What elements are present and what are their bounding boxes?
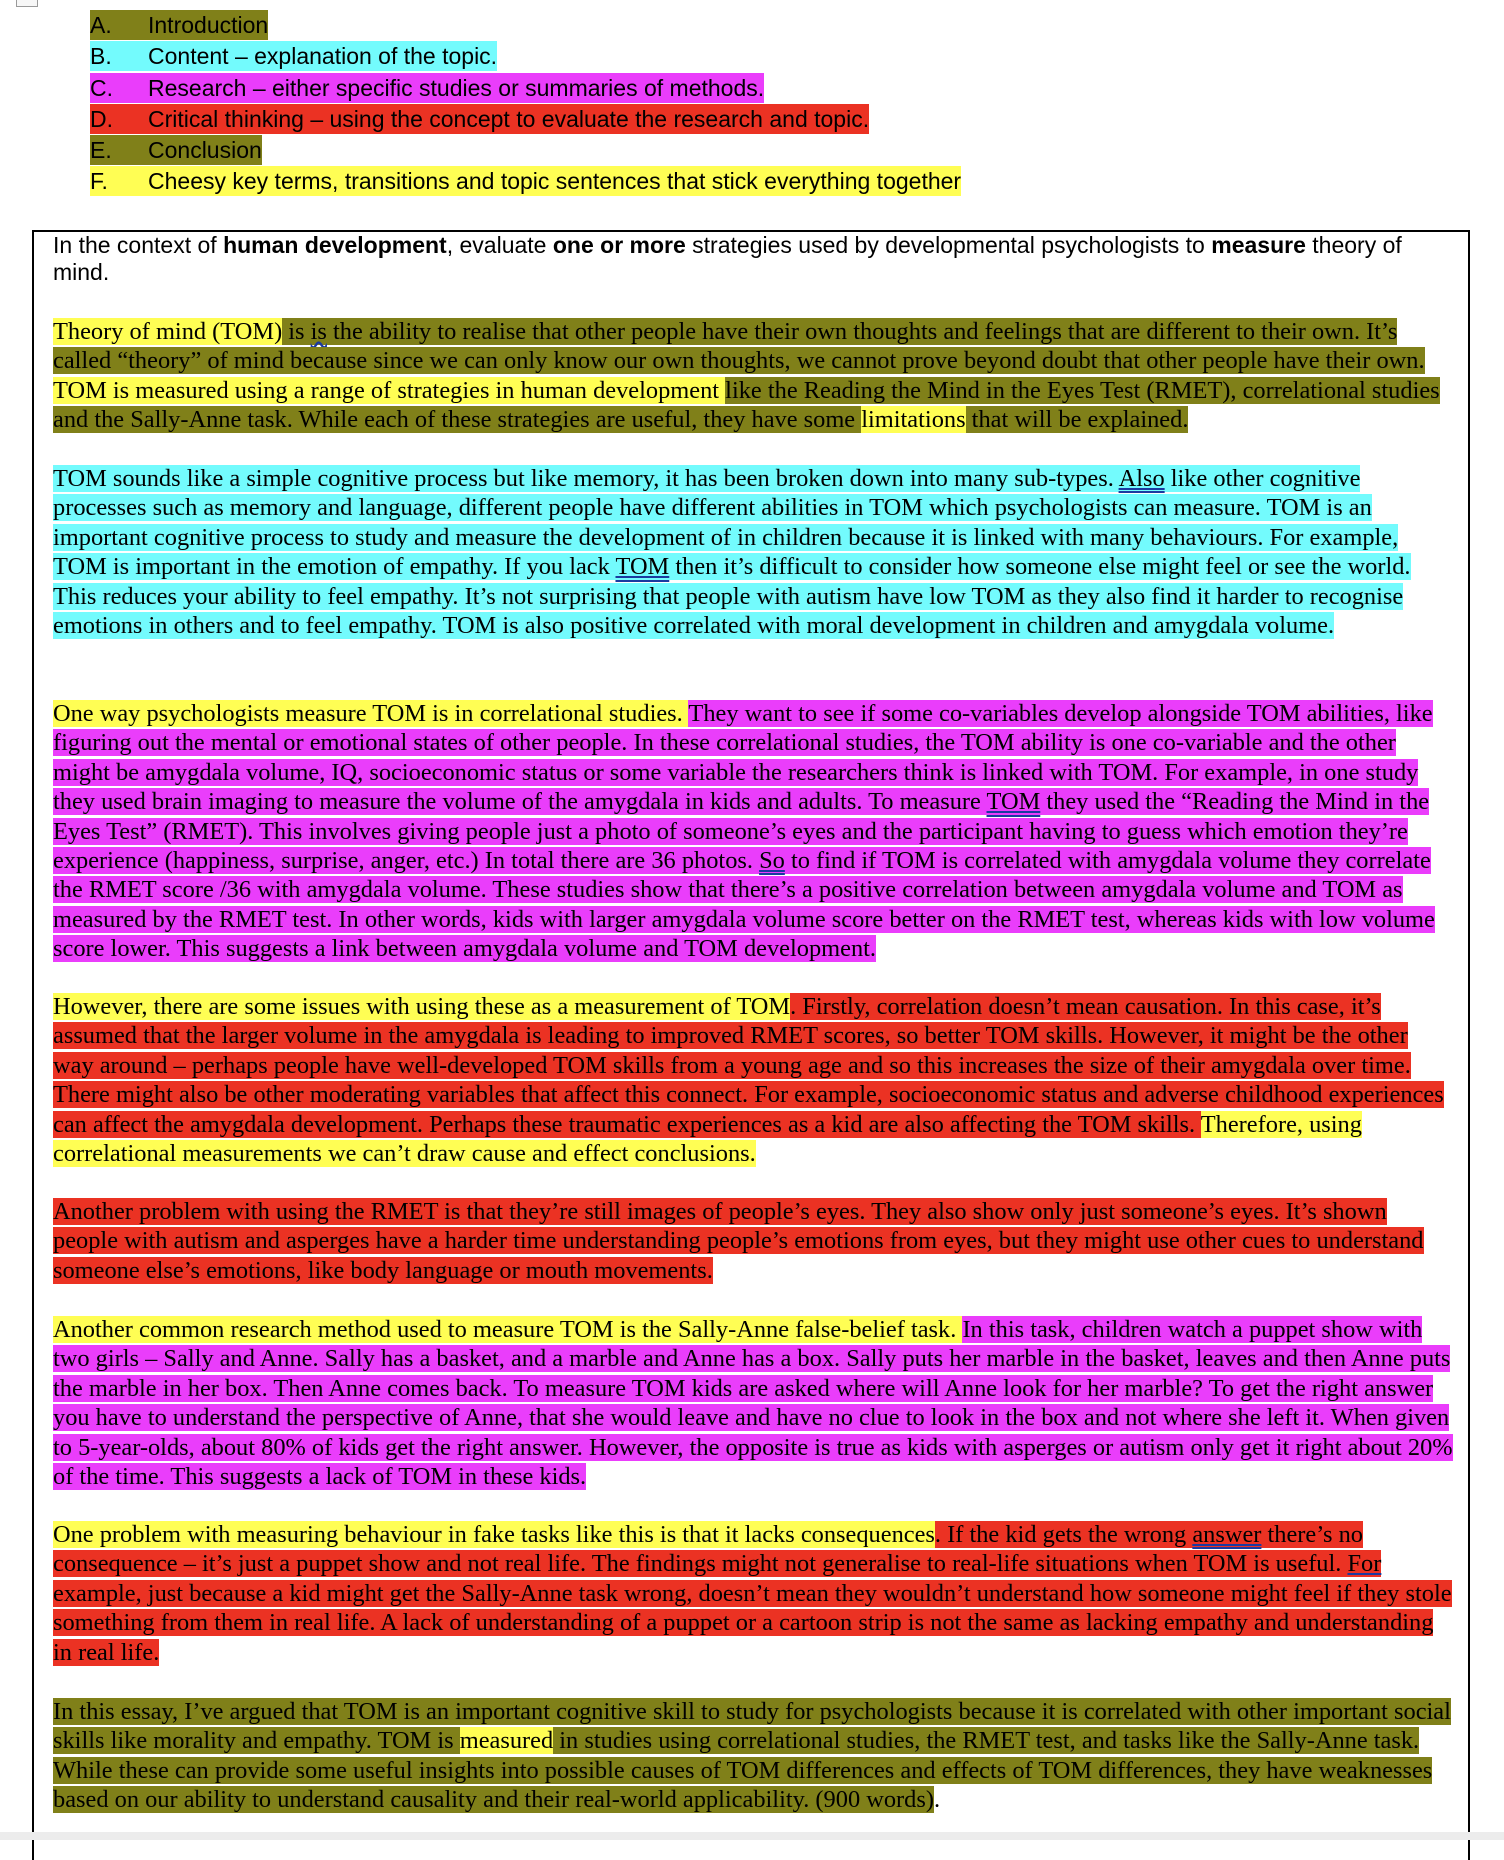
legend-item-content bbox=[90, 41, 961, 72]
essay-box bbox=[32, 230, 1470, 1860]
legend-item-key-terms bbox=[90, 166, 961, 197]
paragraph-research-sally-anne: Another common research method used to measure TOM is the Sally-Anne false-belief task. In this task, children watch a puppet show with two girls – Sally and Anne. Sally has a basket, and a marble and Anne has a box. Sally puts her marble in the basket, leaves and then Anne puts the marble in her box. Then Anne comes back. To measure TOM kids are asked where will Anne look for her marble? To get the right answer you have to understand the perspective of Anne, that she would leave and have no clue to look in the box and not where she left it. When given to 5-year-olds, about 80% of kids get the right answer. However, the opposite is true as kids with asperges or autism only get it right about 20% of the time. This suggests a lack of TOM in these kids. bbox=[53, 1316, 1453, 1491]
legend-item-research bbox=[90, 73, 961, 104]
legend-letter: F. bbox=[90, 168, 108, 195]
paragraph-critique-fake-tasks: One problem with measuring behaviour in fake tasks like this is that it lacks consequences. If the kid gets the wrong answer there’s no consequence – it’s just a puppet show and not real life. The findings might not generalise to real-life situations when TOM is useful. For example, just because a kid might get the Sally-Anne task wrong, doesn’t mean they wouldn’t understand how someone might feel if they stole something from them in real life. A lack of understanding of a puppet or a cartoon strip is not the same as lacking empathy and understanding in real life. bbox=[53, 1521, 1452, 1666]
essay-question: In the context of human development, evaluate one or more strategies used by developmental psychologists to measure theory of mind. bbox=[53, 232, 1402, 285]
paragraph-introduction: Theory of mind (TOM) is is the ability to realise that other people have their own thoughts and feelings that are different to their own. It’s called “theory” of mind because since we can only know our own thoughts, we cannot prove beyond doubt that other people have their own. TOM is measured using a range of strategies in human development like the Reading the Mind in the Eyes Test (RMET), correlational studies and the Sally-Anne task. While each of these strategies are useful, they have some limitations that will be explained. bbox=[53, 318, 1440, 434]
legend-text: Cheesy key terms, transitions and topic sentences that stick everything together bbox=[148, 168, 962, 195]
legend-text: Research – either specific studies or summaries of methods. bbox=[148, 74, 765, 101]
legend-letter: B. bbox=[90, 43, 112, 70]
legend-text: Conclusion bbox=[148, 137, 262, 164]
legend-text: Introduction bbox=[148, 12, 269, 38]
legend-letter: A. bbox=[90, 12, 112, 38]
legend-item-critical-thinking bbox=[90, 104, 961, 135]
paragraph-research-correlational: One way psychologists measure TOM is in correlational studies. They want to see if some co-variables develop alongside TOM abilities, like figuring out the mental or emotional states of other people. In these correlational studies, the TOM ability is one co-variable and the other might be amygdala volume, IQ, socioeconomic status or some variable the researchers think is linked with TOM. For example, in one study they used brain imaging to measure the volume of the amygdala in kids and adults. To measure TOM they used the “Reading the Mind in the Eyes Test” (RMET). This involves giving people just a photo of someone’s eyes and the participant having to guess which emotion they’re experience (happiness, surprise, anger, etc.) In total there are 36 photos. So to find if TOM is correlated with amygdala volume they correlate the RMET score /36 with amygdala volume. These studies show that there’s a positive correlation between amygdala volume and TOM as measured by the RMET test. In other words, kids with larger amygdala volume score better on the RMET test, whereas kids with low volume score lower. This suggests a link between amygdala volume and TOM development. bbox=[53, 700, 1435, 963]
legend-letter: E. bbox=[90, 137, 112, 164]
horizontal-scrollbar[interactable] bbox=[0, 1832, 1504, 1840]
legend-text: Content – explanation of the topic. bbox=[148, 43, 498, 70]
color-legend bbox=[90, 10, 961, 198]
paragraph-conclusion: In this essay, I’ve argued that TOM is an important cognitive skill to study for psychologists because it is correlated with other important social skills like morality and empathy. TOM is measured in studies using correlational studies, the RMET test, and tasks like the Sally-Anne task. While these can provide some useful insights into possible causes of TOM differences and effects of TOM differences, they have weaknesses based on our ability to understand causality and their real-world applicability. (900 words). bbox=[53, 1698, 1451, 1814]
legend-item-introduction bbox=[90, 10, 961, 41]
paragraph-critique-rmet: Another problem with using the RMET is that they’re still images of people’s eyes. They also show only just someone’s eyes. It’s shown people with autism and asperges have a harder time understanding people’s emotions from eyes, but they might use other cues to understand someone else’s emotions, like body language or mouth movements. bbox=[53, 1198, 1424, 1284]
legend-letter: C. bbox=[90, 74, 113, 101]
page-corner-mark bbox=[16, 0, 38, 7]
legend-letter: D. bbox=[90, 105, 113, 132]
legend-item-conclusion bbox=[90, 135, 961, 166]
paragraph-critique-correlation: However, there are some issues with using these as a measurement of TOM. Firstly, correlation doesn’t mean causation. In this case, it’s assumed that the larger volume in the amygdala is leading to improved RMET scores, so better TOM skills. However, it might be the other way around – perhaps people have well-developed TOM skills from a young age and so this increases the size of their amygdala over time. There might also be other moderating variables that affect this connect. For example, socioeconomic status and adverse childhood experiences can affect the amygdala development. Perhaps these traumatic experiences as a kid are also affecting the TOM skills. Therefore, using correlational measurements we can’t draw cause and effect conclusions. bbox=[53, 993, 1444, 1168]
legend-text: Critical thinking – using the concept to evaluate the research and topic. bbox=[148, 105, 870, 132]
paragraph-content: TOM sounds like a simple cognitive process but like memory, it has been broken down into many sub-types. Also like other cognitive processes such as memory and language, different people have different abilities in TOM which psychologists can measure. TOM is an important cognitive process to study and measure the development of in children because it is linked with many behaviours. For example, TOM is important in the emotion of empathy. If you lack TOM then it’s difficult to consider how someone else might feel or see the world. This reduces your ability to feel empathy. It’s not surprising that people with autism have low TOM as they also find it harder to recognise emotions in others and to feel empathy. TOM is also positive correlated with moral development in children and amygdala volume. bbox=[53, 465, 1411, 640]
